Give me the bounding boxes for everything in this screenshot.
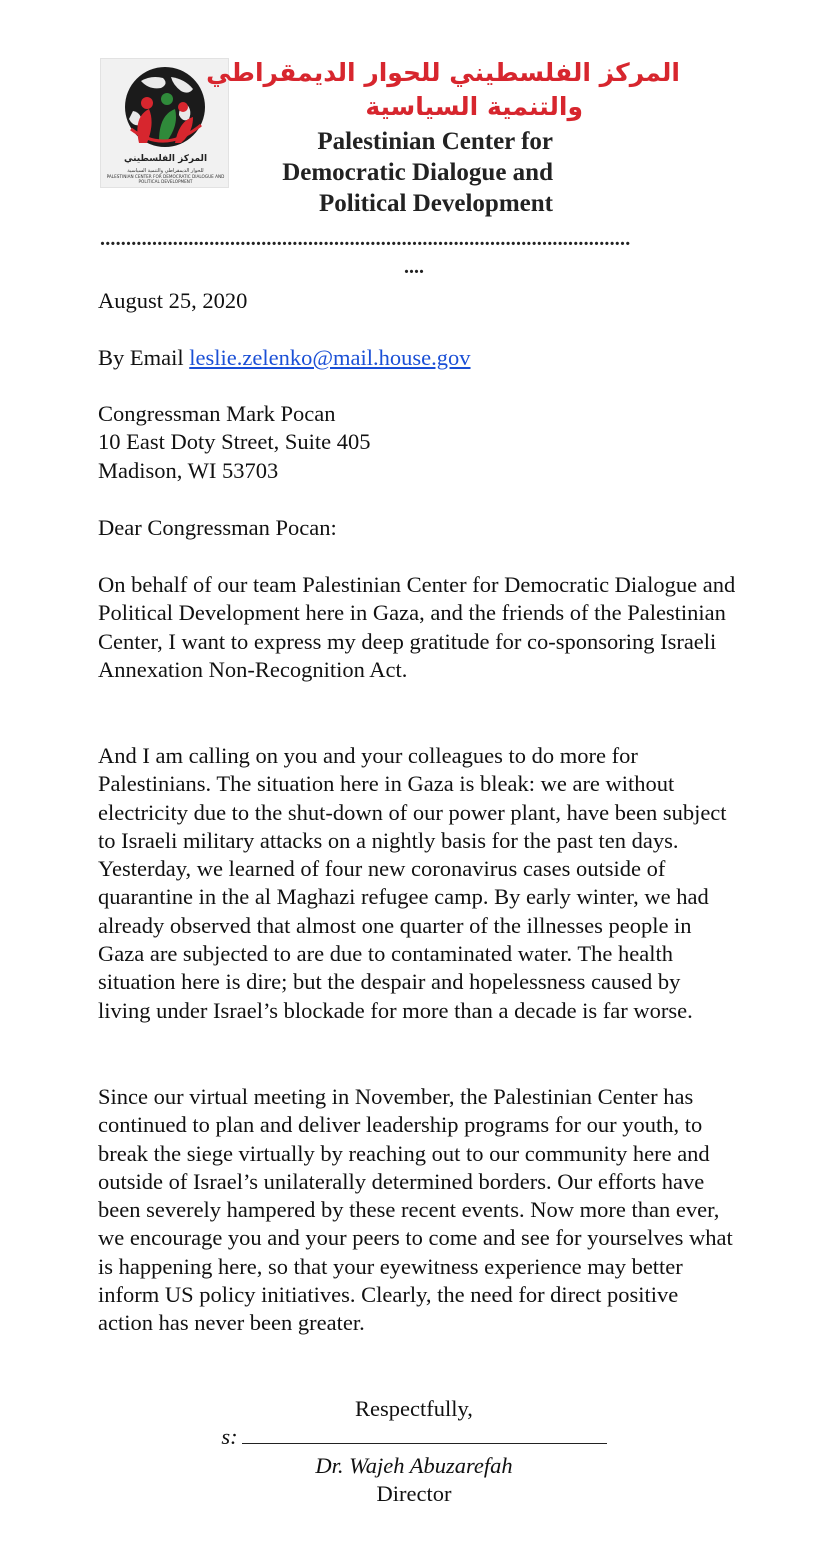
body-paragraph-2: And I am calling on you and your colleagues to do more for Palestinians. The situation here in Gaza is bleak: we are without electricity due to the shut-down of our power plant, have been subject to Israeli military attacks on a nightly basis for the past ten days. Yesterday, we learned of four new coronavirus cases outside of quarantine in the al Maghazi refugee camp. By early winter, we had already observed that almost one quarter of the illnesses people in Gaza are subjected to are due to contaminated water. The health situation here is dire; but the despair and hopelessness caused by living under Israel’s blockade for more than a decade is far worse. <box>98 743 727 1023</box>
recipient-address <box>98 400 738 485</box>
signer-title: Director <box>376 1481 452 1506</box>
letterhead-divider-tail: .... <box>404 256 424 278</box>
english-org-name-line1: Palestinian Center for <box>317 128 553 155</box>
recipient-name: Congressman Mark Pocan <box>98 401 336 426</box>
email-prefix: By Email <box>98 345 190 370</box>
body-paragraph-1: On behalf of our team Palestinian Center for Democratic Dialogue and Political Development here in Gaza, and the friends of the Palestinian Center, I want to express my deep gratitude for co-sponsoring Israeli Annexation Non-Recognition Act. <box>98 572 736 682</box>
body-paragraph-3: Since our virtual meeting in November, the Palestinian Center has continued to plan and deliver leadership programs for our youth, to break the siege virtually by reaching out to our community here and outside of Israel’s unilaterally determined borders. Our efforts have been severely hampered by these recent events. Now more than ever, we encourage you and your peers to come and see for yourselves what is happening here, so that your eyewitness experience may better inform US policy initiatives. Clearly, the need for direct positive action has never been greater. <box>98 1084 733 1336</box>
recipient-email-link[interactable]: leslie.zelenko@mail.house.gov <box>189 345 471 370</box>
signature-line <box>0 1423 828 1451</box>
delivery-line <box>98 344 738 372</box>
logo-arabic-subtitle: للحوار الديمقراطي والتنمية السياسية <box>127 168 204 174</box>
signer-name: Dr. Wajeh Abuzarefah <box>315 1453 513 1478</box>
arabic-org-name-line2: والتنمية السياسية <box>365 92 583 121</box>
recipient-city: Madison, WI 53703 <box>98 457 279 483</box>
letter-date: August 25, 2020 <box>98 288 248 313</box>
signature-rule <box>242 1423 607 1444</box>
signature-prefix: s: <box>221 1424 238 1449</box>
logo-english-subtitle: PALESTINIAN CENTER FOR DEMOCRATIC DIALOGUE AND POLITICAL DEVELOPMENT <box>106 174 225 184</box>
logo-english-name <box>103 169 228 184</box>
arabic-org-name-line1: المركز الفلسطيني للحوار الديمقراطي <box>206 58 680 87</box>
english-org-name-line2: Democratic Dialogue and <box>282 159 553 186</box>
english-org-name-line3: Political Development <box>319 190 553 217</box>
closing: Respectfully, <box>355 1396 473 1421</box>
recipient-street: 10 East Doty Street, Suite 405 <box>98 429 371 455</box>
logo-arabic-name: المركز الفلسطيني <box>123 154 208 164</box>
letterhead-divider: ...................................................................................................... <box>100 228 631 250</box>
salutation: Dear Congressman Pocan: <box>98 515 337 540</box>
